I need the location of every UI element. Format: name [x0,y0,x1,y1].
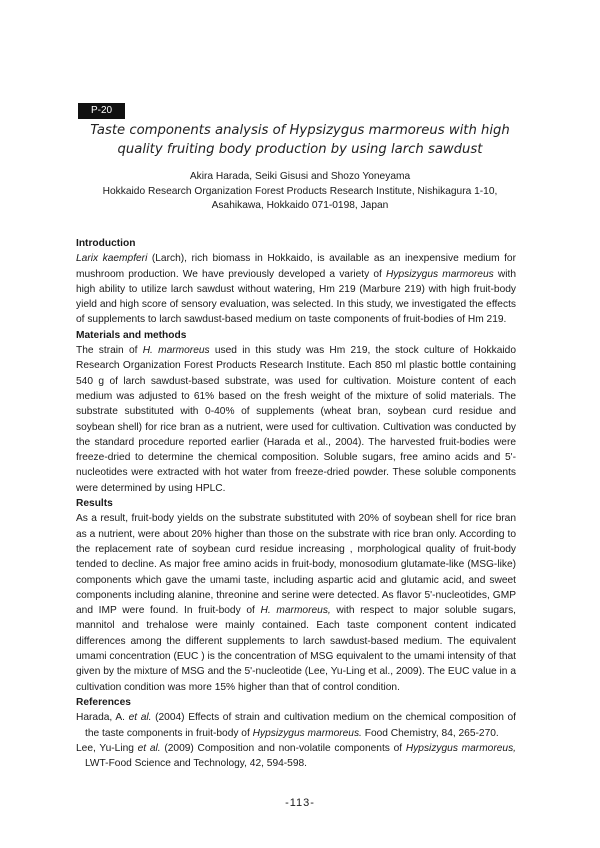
intro-text-2: with high ability to utilize larch sawdust without watering, Hm 219 (Marbure 219) with high fruit-body yield and high score of sensory evaluation, was selected. In this study, we investigated the effects of supplements to larch sawdust-based medium on taste components of fruit-bodies of Hm 219. [76,268,517,326]
introduction-heading: Introduction [76,238,136,249]
reference-item [76,710,516,741]
references-heading: References [76,696,131,708]
affiliation-line-2: Asahikawa, Hokkaido 071-0198, Japan [211,200,389,211]
ref-etal: et al. [137,742,161,754]
ref-journal: LWT-Food Science and Technology, 42, 594-598. [85,758,307,770]
introduction-paragraph [76,251,516,327]
affiliation-line-1: Hokkaido Research Organization Forest Products Research Institute, Nishikagura 1-10, [102,185,498,197]
results-text-2: with respect to major soluble sugars, mannitol and trehalose were mainly contained. Each taste component content indicated differences among the different supplements to larch sawdust-based medium. The equivalent umami concentration (EUC ) is the concentration of MSG equivalent to the umami intensity of that given by the mixture of MSG and the 5'-nucleotide (Lee, Yu-Ling et al., 2009). The EUC value in a cultivation condition was more 15% higher than that of control condition. [76,605,516,693]
ref-etal: et al. [128,712,152,724]
ref-authors: Lee, Yu-Ling [76,742,138,754]
methods-text-1: The strain of [76,345,143,357]
species-name: Larix kaempferi [76,253,148,265]
methods-text-2: used in this study was Hm 219, the stock culture of Hokkaido Research Organization Forest Products Research Institute. Each 850 ml plastic bottle containing 540 g of larch sawdust-based substrate, was used for cultivation. Moisture content of each medium was adjusted to 61% based on the fresh weight of the mixture of solid materials. The substrate substituted with 0-40% of supplements (wheat bran, soybean curd residue and soybean shell) for rice bran as a nutrient, were used for cultivation. Cultivation was conducted by the standard procedure reported earlier (Harada et al., 2004). The harvested fruit-bodies were freeze-dried to determine the chemical composition. Soluble sugars, free amino acids and 5'-nucleotides were extracted with hot water from freeze-dried powder. These soluble components were determined by using HPLC. [76,345,516,494]
ref-text: (2009) Composition and non-volatile components of [160,742,406,754]
ref-journal: Food Chemistry, 84, 265-270. [361,727,499,739]
title-line-2: quality fruiting body production by using larch sawdust [117,142,483,157]
ref-species: Hypsizygus marmoreus, [405,742,516,754]
ref-authors: Harada, A. [76,712,129,724]
authors: Akira Harada, Seiki Gisusi and Shozo Yoneyama [189,171,411,182]
poster-id-badge: P-20 [78,103,125,119]
intro-text-1: (Larch), rich biomass in Hokkaido, is available as an inexpensive medium for mushroom production. We have previously developed a variety of [76,253,516,280]
species-name: H. marmoreus, [260,605,331,617]
species-name: Hypsizygus marmoreus [386,268,494,280]
species-name: H. marmoreus [142,345,210,357]
author-block [40,170,560,214]
results-heading: Results [76,498,113,510]
paper-title [60,121,540,159]
methods-heading: Materials and methods [76,329,187,341]
title-line-1: Taste components analysis of Hypsizygus marmoreus with high [90,123,510,138]
results-paragraph [76,511,516,695]
ref-species: Hypsizygus marmoreus. [252,727,362,739]
paper-body [76,236,516,771]
results-text-1: As a result, fruit-body yields on the substrate substituted with 20% of soybean shell for rice bran as a nutrient, were about 20% higher than those on the substrate with rice bran only. According to the replacement rate of soybean curd residue increasing , morphological quality of fruit-body tended to decline. As major free amino acids in fruit-body, monosodium glutamate-like (MSG-like) components which gave the umami taste, including aspartic acid and glutamic acid, and sweet components including alanine, threonine and serine were detected. As flavor 5'-nucleotides, GMP and IMP were found. In fruit-body of [76,513,516,617]
page-number: -113- [285,797,315,809]
reference-item [76,741,516,772]
ref-text: (2004) Effects of strain and cultivation medium on the chemical composition of the taste components in fruit-body of [85,712,517,739]
methods-paragraph [76,343,516,496]
